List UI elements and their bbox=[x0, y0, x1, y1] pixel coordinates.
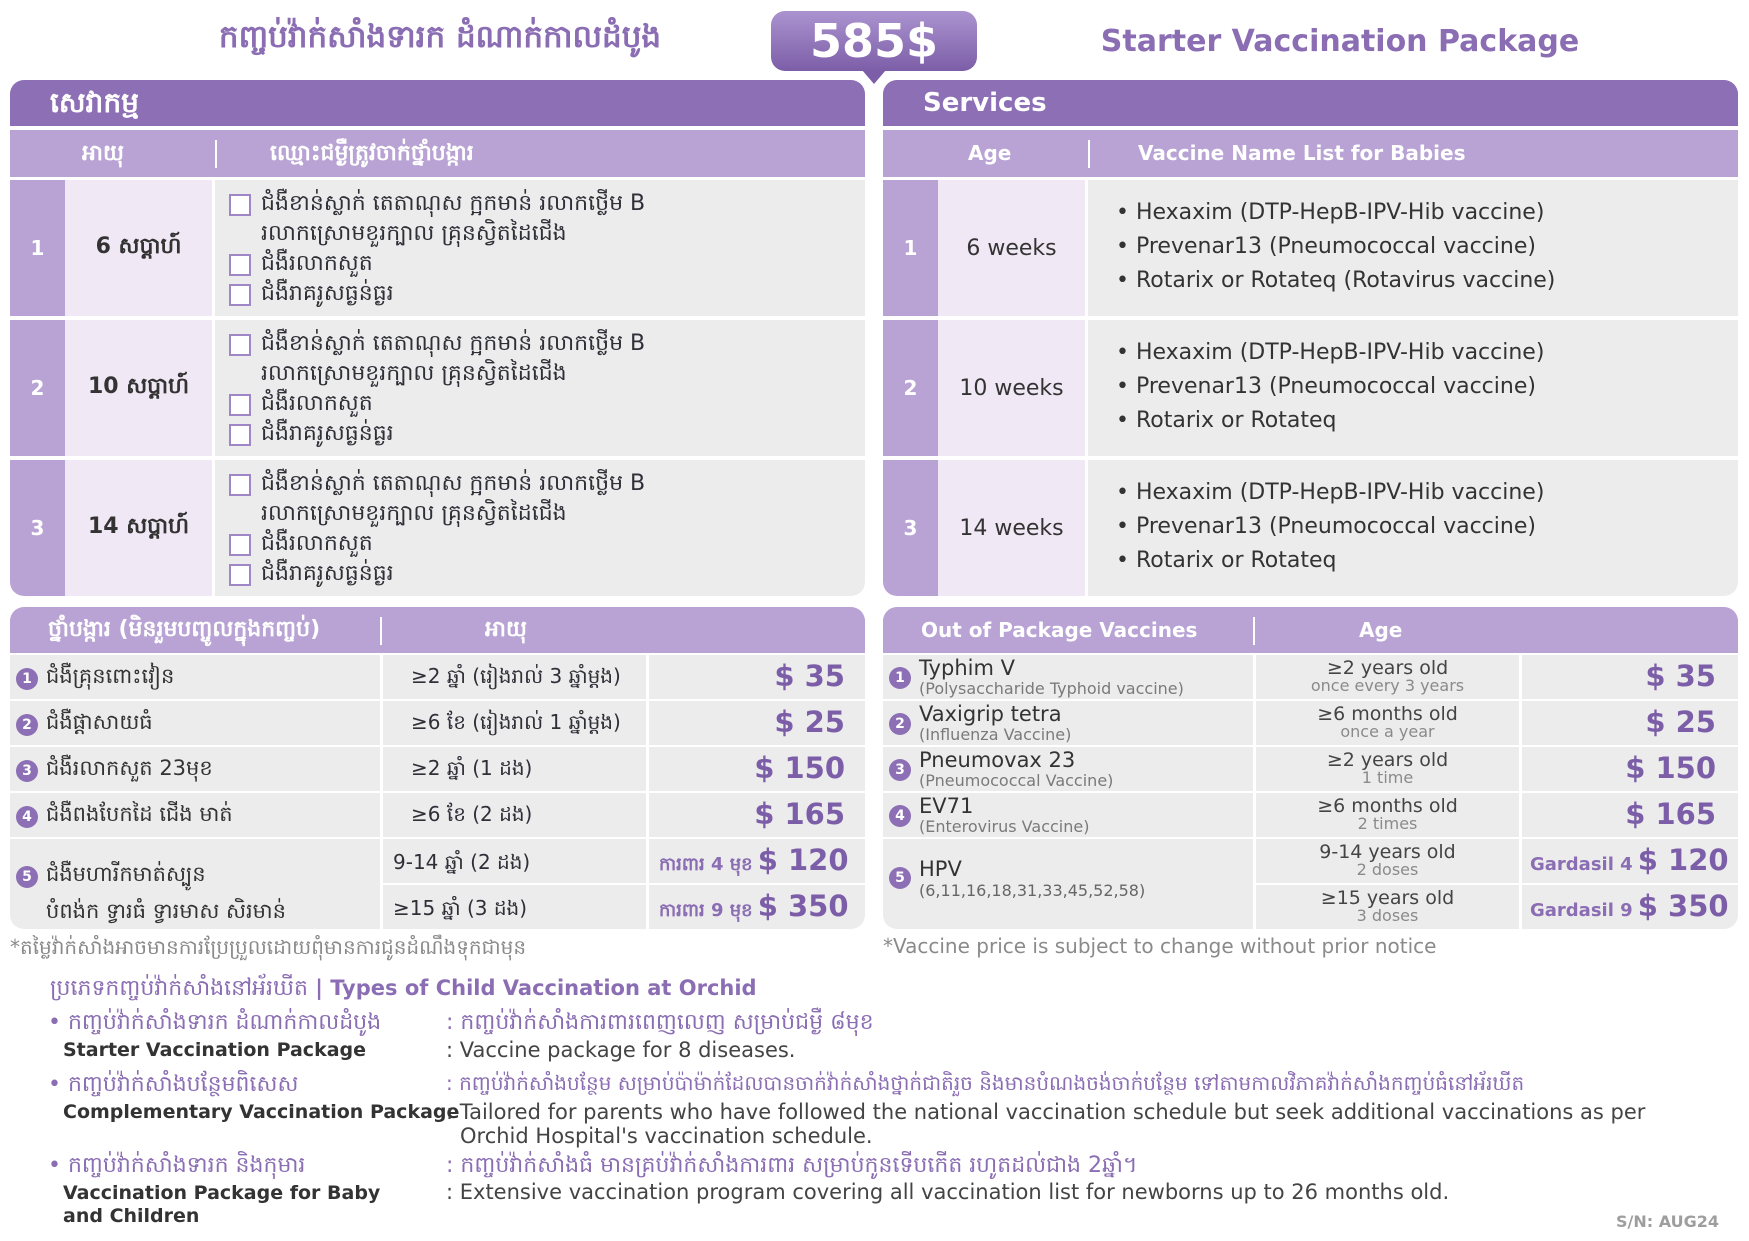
vaccine-list bbox=[1088, 180, 1738, 316]
row-number-badge: 4 bbox=[889, 805, 911, 827]
oop-name-cell bbox=[10, 793, 380, 837]
english-out-of-package-panel bbox=[883, 607, 1738, 929]
checkbox[interactable] bbox=[229, 564, 251, 586]
checkbox[interactable] bbox=[229, 474, 251, 496]
khmer-oop-header bbox=[10, 607, 865, 653]
oop-name-cell bbox=[10, 701, 380, 745]
checklist-item: ជំងឺរាគរូសធ្ងន់ធ្ងរ bbox=[261, 281, 394, 306]
oop-frequency: once a year bbox=[1340, 722, 1435, 741]
oop-price: $ 150 bbox=[754, 751, 845, 785]
khmer-services-panel bbox=[10, 80, 865, 596]
row-number-badge: 4 bbox=[16, 806, 38, 828]
row-number-badge: 3 bbox=[16, 760, 38, 782]
oop-price: $ 35 bbox=[774, 659, 845, 693]
oop-row bbox=[10, 701, 865, 745]
checkbox[interactable] bbox=[229, 334, 251, 356]
oop-name: Typhim V bbox=[919, 656, 1015, 680]
oop-subname: (Influenza Vaccine) bbox=[919, 725, 1072, 744]
oop-name: Pneumovax 23 bbox=[919, 748, 1076, 772]
row-number-badge: 2 bbox=[889, 713, 911, 735]
type-desc-en: : Vaccine package for 8 diseases. bbox=[446, 1038, 796, 1062]
oop-frequency: once every 3 years bbox=[1310, 676, 1465, 695]
row-number-badge: 5 bbox=[16, 866, 38, 888]
type-desc-en: : Tailored for parents who have followed the national vaccination schedule but seek additional vaccinations as per bbox=[446, 1100, 1646, 1124]
oop-price: $ 165 bbox=[1625, 797, 1716, 831]
oop-name-cell bbox=[883, 793, 1253, 837]
price-footnote-km: *តម្លៃវ៉ាក់សាំងអាចមានការប្រែប្រួលដោយពុំមានការជូនដំណឹងទុកជាមុន bbox=[10, 935, 527, 959]
vaccine-checklist bbox=[215, 320, 865, 456]
type-name-km: • កញ្ចប់វ៉ាក់សាំងទារក និងកុមារ bbox=[48, 1153, 306, 1178]
checklist-item-cont: រលាកស្រោមខួរក្បាល គ្រុនស្វិតដៃជើង bbox=[261, 361, 567, 386]
oop-row bbox=[10, 747, 865, 791]
column-vaccine-en: Out of Package Vaccines bbox=[921, 618, 1198, 642]
types-heading bbox=[50, 974, 757, 1006]
hpv-age-2: ≥15 ឆ្នាំ (3 ដង) bbox=[383, 885, 646, 929]
hpv-price-1: $ 120 bbox=[1637, 843, 1729, 877]
oop-name-cell bbox=[883, 655, 1253, 699]
oop-name-cell bbox=[883, 747, 1253, 791]
oop-price: $ 25 bbox=[1645, 705, 1716, 739]
oop-price: $ 165 bbox=[754, 797, 845, 831]
checklist-item: ជំងឺរាគរូសធ្ងន់ធ្ងរ bbox=[261, 421, 394, 446]
vaccine-list bbox=[1088, 320, 1738, 456]
type-name-en: Complementary Vaccination Package bbox=[63, 1101, 460, 1123]
row-age: 10 សប្តាហ៍ bbox=[65, 320, 212, 456]
oop-name: ជំងឺរលាកសួត 23មុខ bbox=[46, 756, 213, 780]
row-age: 14 សប្តាហ៍ bbox=[65, 460, 212, 596]
oop-subname: (Polysaccharide Typhoid vaccine) bbox=[919, 679, 1184, 698]
column-age-en: Age bbox=[1359, 618, 1403, 642]
oop-name: Vaxigrip tetra bbox=[919, 702, 1062, 726]
row-number: 1 bbox=[883, 180, 938, 316]
hpv-name-line2: បំពង់ក ទ្វារធំ ទ្វារមាស សិរមាន់ bbox=[46, 899, 286, 923]
types-heading-separator: | bbox=[307, 976, 331, 1000]
hpv-price-2: $ 350 bbox=[1637, 889, 1729, 923]
oop-row bbox=[883, 701, 1738, 745]
hpv-age-1: 9-14 ឆ្នាំ (2 ដង) bbox=[383, 839, 646, 883]
type-desc-km: : កញ្ចប់វ៉ាក់សាំងបន្ថែម សម្រាប់ប៉ាម៉ាក់ដែលបានចាក់វ៉ាក់សាំងថ្នាក់ជាតិរួច និងមានបំណងចង់ចាក់បន្ថែម ទៅតាមកាលវិភាគវ៉ាក់សាំងកញ្ចប់ធំនៅអ័រឃីត bbox=[446, 1071, 1525, 1095]
vaccine-item: • Hexaxim (DTP-HepB-IPV-Hib vaccine) bbox=[1116, 480, 1545, 505]
vaccine-item: • Rotarix or Rotateq (Rotavirus vaccine) bbox=[1116, 268, 1556, 293]
oop-subname: (Pneumococcal Vaccine) bbox=[919, 771, 1114, 790]
checklist-item: ជំងឺរលាកសួត bbox=[261, 391, 373, 416]
type-name-en: Starter Vaccination Package bbox=[63, 1039, 367, 1061]
checklist-item: ជំងឺខាន់ស្លាក់ តេតាណុស ក្អកមាន់ រលាកថ្លើម B bbox=[261, 331, 646, 356]
column-separator bbox=[1253, 617, 1255, 645]
column-age-en: Age bbox=[968, 141, 1012, 165]
khmer-services-column-header bbox=[10, 130, 865, 177]
vaccine-item: • Hexaxim (DTP-HepB-IPV-Hib vaccine) bbox=[1116, 340, 1545, 365]
type-name-en-cont: and Children bbox=[63, 1205, 200, 1227]
english-oop-header bbox=[883, 607, 1738, 653]
checklist-item: ជំងឺរាគរូសធ្ងន់ធ្ងរ bbox=[261, 561, 394, 586]
page-title-english: Starter Vaccination Package bbox=[1100, 24, 1580, 59]
oop-row bbox=[10, 655, 865, 699]
column-separator bbox=[215, 140, 217, 168]
column-vaccines-km: ឈ្មោះជម្ងឺត្រូវចាក់ថ្នាំបង្ការ bbox=[270, 141, 474, 166]
english-service-row bbox=[883, 180, 1738, 316]
column-vaccines-en: Vaccine Name List for Babies bbox=[1138, 141, 1466, 165]
row-age: 14 weeks bbox=[938, 460, 1085, 596]
column-age-km: អាយុ bbox=[485, 617, 527, 642]
oop-name: ជំងឺពងបែកដៃ ជើង មាត់ bbox=[46, 802, 233, 826]
type-name-km: • កញ្ចប់វ៉ាក់សាំងទារក ដំណាក់កាលដំបូង bbox=[48, 1010, 382, 1035]
row-number-badge: 1 bbox=[889, 667, 911, 689]
english-service-row bbox=[883, 320, 1738, 456]
oop-subname: (Enterovirus Vaccine) bbox=[919, 817, 1090, 836]
checkbox[interactable] bbox=[229, 284, 251, 306]
oop-hpv-row bbox=[10, 839, 865, 929]
hpv-name-line1: ជំងឺមហារីកមាត់ស្បូន bbox=[46, 862, 206, 886]
vaccine-item: • Rotarix or Rotateq bbox=[1116, 408, 1337, 433]
checkbox[interactable] bbox=[229, 394, 251, 416]
checklist-item: ជំងឺខាន់ស្លាក់ តេតាណុស ក្អកមាន់ រលាកថ្លើម B bbox=[261, 471, 646, 496]
checklist-item: ជំងឺខាន់ស្លាក់ តេតាណុស ក្អកមាន់ រលាកថ្លើម B bbox=[261, 191, 646, 216]
checkbox[interactable] bbox=[229, 534, 251, 556]
khmer-service-row bbox=[10, 180, 865, 316]
type-desc-en-cont: Orchid Hospital's vaccination schedule. bbox=[460, 1124, 873, 1148]
hpv-protection-1: ការពារ 4 មុខ bbox=[659, 854, 753, 875]
hpv-name-cell bbox=[10, 839, 380, 929]
vaccine-item: • Prevenar13 (Pneumococcal vaccine) bbox=[1116, 374, 1536, 399]
hpv-doses-1: 2 doses bbox=[1356, 860, 1419, 879]
hpv-protection-2: ការពារ 9 មុខ bbox=[659, 900, 753, 921]
oop-age: ≥6 ខែ (2 ដង) bbox=[383, 793, 646, 837]
column-age-km: អាយុ bbox=[82, 141, 124, 166]
row-number: 2 bbox=[883, 320, 938, 456]
page-title-khmer: កញ្ចប់វ៉ាក់សាំងទារក ដំណាក់កាលដំបូង bbox=[218, 19, 662, 55]
row-number-badge: 3 bbox=[889, 759, 911, 781]
checklist-item-cont: រលាកស្រោមខួរក្បាល គ្រុនស្វិតដៃជើង bbox=[261, 501, 567, 526]
types-heading-km: ប្រភេទកញ្ចប់វ៉ាក់សាំងនៅអ័រឃីត bbox=[50, 976, 308, 1001]
oop-frequency: 2 times bbox=[1357, 814, 1418, 833]
english-service-row bbox=[883, 460, 1738, 596]
type-desc-en: : Extensive vaccination program covering all vaccination list for newborns up to 26 months old. bbox=[446, 1180, 1450, 1204]
oop-name-cell bbox=[883, 701, 1253, 745]
vaccine-item: • Rotarix or Rotateq bbox=[1116, 548, 1337, 573]
oop-age: ≥2 ឆ្នាំ (រៀងរាល់ 3 ឆ្នាំម្តង) bbox=[383, 655, 646, 699]
oop-row bbox=[883, 747, 1738, 791]
oop-age: ≥6 ខែ (រៀងរាល់ 1 ឆ្នាំម្តង) bbox=[383, 701, 646, 745]
hpv-price-2: $ 350 bbox=[757, 889, 849, 923]
oop-row bbox=[10, 793, 865, 837]
english-services-panel bbox=[883, 80, 1738, 596]
english-services-title: Services bbox=[883, 80, 1738, 126]
column-vaccine-km: ថ្នាំបង្ការ (មិនរួមបញ្ចូលក្នុងកញ្ចប់) bbox=[48, 617, 321, 642]
row-number-badge: 5 bbox=[889, 867, 911, 889]
checkbox[interactable] bbox=[229, 194, 251, 216]
checkbox[interactable] bbox=[229, 254, 251, 276]
type-name-km: • កញ្ចប់វ៉ាក់សាំងបន្ថែមពិសេស bbox=[48, 1072, 299, 1097]
column-separator bbox=[1088, 140, 1090, 168]
oop-age: ≥2 years old bbox=[1326, 749, 1449, 771]
checklist-item-cont: រលាកស្រោមខួរក្បាល គ្រុនស្វិតដៃជើង bbox=[261, 221, 567, 246]
khmer-services-title: សេវាកម្ម bbox=[10, 80, 865, 126]
hpv-name-cell bbox=[883, 839, 1253, 929]
khmer-service-row bbox=[10, 320, 865, 456]
price-footnote-en: *Vaccine price is subject to change without prior notice bbox=[883, 934, 1437, 958]
oop-name-cell bbox=[10, 747, 380, 791]
khmer-service-row bbox=[10, 460, 865, 596]
hpv-brand-2: Gardasil 9 bbox=[1530, 900, 1633, 921]
type-desc-km: : កញ្ចប់វ៉ាក់សាំងធំ មានគ្រប់វ៉ាក់សាំងការពារ សម្រាប់កូនទើបកើត រហូតដល់ជាង 2ឆ្នាំ។ bbox=[446, 1153, 1138, 1178]
vaccine-item: • Hexaxim (DTP-HepB-IPV-Hib vaccine) bbox=[1116, 200, 1545, 225]
vaccine-checklist bbox=[215, 460, 865, 596]
vaccine-list bbox=[1088, 460, 1738, 596]
serial-number: S/N: AUG24 bbox=[1616, 1212, 1720, 1231]
checklist-item: ជំងឺរលាកសួត bbox=[261, 531, 373, 556]
vaccine-checklist bbox=[215, 180, 865, 316]
row-number: 3 bbox=[883, 460, 938, 596]
row-number: 3 bbox=[10, 460, 65, 596]
oop-name-cell bbox=[10, 655, 380, 699]
oop-price: $ 35 bbox=[1645, 659, 1716, 693]
oop-row bbox=[883, 793, 1738, 837]
hpv-strains: (6,11,16,18,31,33,45,52,58) bbox=[919, 881, 1146, 900]
english-services-column-header bbox=[883, 130, 1738, 177]
oop-age: ≥2 years old bbox=[1326, 657, 1449, 679]
oop-name: EV71 bbox=[919, 794, 974, 818]
package-price-badge: 585$ bbox=[771, 11, 977, 71]
oop-age: ≥2 ឆ្នាំ (1 ដង) bbox=[383, 747, 646, 791]
row-number-badge: 2 bbox=[16, 714, 38, 736]
oop-name: ជំងឺផ្តាសាយធំ bbox=[46, 710, 153, 734]
vaccine-item: • Prevenar13 (Pneumococcal vaccine) bbox=[1116, 234, 1536, 259]
oop-age: ≥6 months old bbox=[1317, 703, 1458, 725]
type-name-en: Vaccination Package for Baby bbox=[63, 1182, 381, 1204]
hpv-age-1: 9-14 years old bbox=[1319, 841, 1456, 863]
hpv-price-1: $ 120 bbox=[757, 843, 849, 877]
oop-name: ជំងឺគ្រុនពោះវៀន bbox=[46, 664, 175, 688]
row-age: 6 weeks bbox=[938, 180, 1085, 316]
oop-price: $ 25 bbox=[774, 705, 845, 739]
checkbox[interactable] bbox=[229, 424, 251, 446]
row-age: 10 weeks bbox=[938, 320, 1085, 456]
row-age: 6 សប្តាហ៍ bbox=[65, 180, 212, 316]
hpv-name: HPV bbox=[919, 857, 962, 881]
oop-price: $ 150 bbox=[1625, 751, 1716, 785]
hpv-age-2: ≥15 years old bbox=[1320, 887, 1455, 909]
column-separator bbox=[380, 617, 382, 645]
hpv-doses-2: 3 doses bbox=[1356, 906, 1419, 925]
row-number: 1 bbox=[10, 180, 65, 316]
checklist-item: ជំងឺរលាកសួត bbox=[261, 251, 373, 276]
types-heading-en: Types of Child Vaccination at Orchid bbox=[330, 976, 757, 1000]
oop-age: ≥6 months old bbox=[1317, 795, 1458, 817]
row-number: 2 bbox=[10, 320, 65, 456]
row-number-badge: 1 bbox=[16, 668, 38, 690]
oop-hpv-row bbox=[883, 839, 1738, 929]
type-desc-km: : កញ្ចប់វ៉ាក់សាំងការពារពេញលេញ សម្រាប់ជម្ងឺ ៨មុខ bbox=[446, 1010, 874, 1035]
khmer-out-of-package-panel bbox=[10, 607, 865, 929]
oop-frequency: 1 time bbox=[1361, 768, 1414, 787]
vaccine-item: • Prevenar13 (Pneumococcal vaccine) bbox=[1116, 514, 1536, 539]
oop-row bbox=[883, 655, 1738, 699]
hpv-brand-1: Gardasil 4 bbox=[1530, 854, 1633, 875]
